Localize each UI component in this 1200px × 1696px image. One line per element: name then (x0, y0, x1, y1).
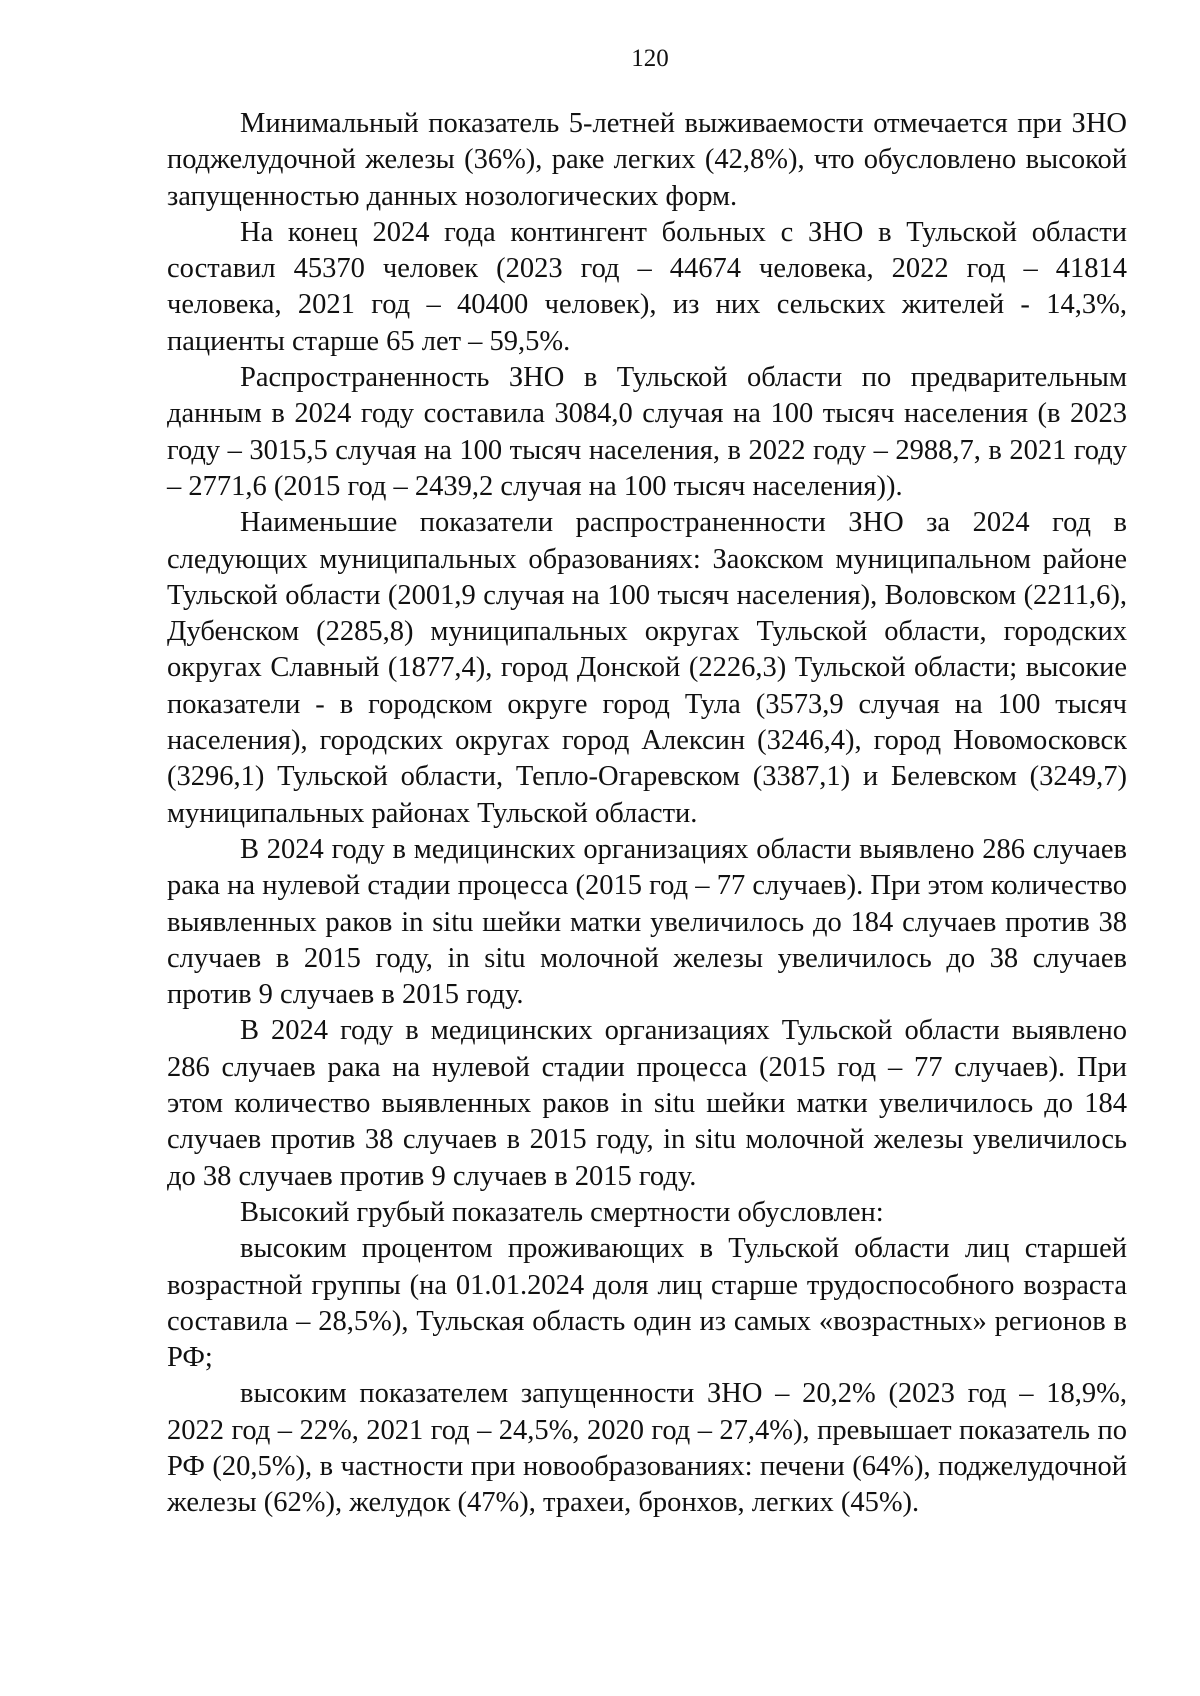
document-body (167, 106, 1127, 1522)
paragraph-elderly-population: высоким процентом проживающих в Тульской области лиц старшей возрастной группы (на 01.01.2024 доля лиц старше трудоспособного возраста составила – 28,5%), Тульская область один из самых «возрастных» регионов в РФ; (167, 1233, 1127, 1374)
paragraph-survival: Минимальный показатель 5-летней выживаемости отмечается при ЗНО поджелудочной железы (36%), раке легких (42,8%), что обусловлено высокой запущенностью данных нозологических форм. (167, 108, 1127, 212)
paragraph-in-situ-detection-repeat: В 2024 году в медицинских организациях Тульской области выявлено 286 случаев рака на нулевой стадии процесса (2015 год – 77 случаев). При этом количество выявленных раков in situ шейки матки увеличилось до 184 случаев против 38 случаев в 2015 году, in situ молочной железы увеличилось до 38 случаев против 9 случаев в 2015 году. (167, 1015, 1127, 1192)
paragraph-prevalence: Распространенность ЗНО в Тульской области по предварительным данным в 2024 году составила 3084,0 случая на 100 тысяч населения (в 2023 году – 3015,5 случая на 100 тысяч населения, в 2022 году – 2988,7, в 2021 году – 2771,6 (2015 год – 2439,2 случая на 100 тысяч населения)). (167, 362, 1127, 502)
paragraph-prevalence-by-municipality: Наименьшие показатели распространенности ЗНО за 2024 год в следующих муниципальных образованиях: Заокском муниципальном районе Тульской области (2001,9 случая на 100 тысяч населения), Воловском (2211,6), Дубенском (2285,8) муниципальных округах Тульской области, городских округах Славный (1877,4), город Донской (2226,3) Тульской области; высокие показатели - в городском округе город Тула (3573,9 случая на 100 тысяч населения), городских округах город Алексин (3246,4), город Новомосковск (3296,1) Тульской области, Тепло-Огаревском (3387,1) и Белевском (3249,7) муниципальных районах Тульской области. (167, 507, 1127, 829)
paragraph-in-situ-detection: В 2024 году в медицинских организациях области выявлено 286 случаев рака на нулевой стадии процесса (2015 год – 77 случаев). При этом количество выявленных раков in situ шейки матки увеличилось до 184 случаев против 38 случаев в 2015 году, in situ молочной железы увеличилось до 38 случаев против 9 случаев в 2015 году. (167, 833, 1127, 1011)
paragraph-mortality-causes-heading: Высокий грубый показатель смертности обусловлен: (240, 1196, 884, 1228)
paragraph-patient-contingent: На конец 2024 года контингент больных с ЗНО в Тульской области составил 45370 человек (2023 год – 44674 человека, 2022 год – 41814 человека, 2021 год – 40400 человек), из них сельских жителей - 14,3%, пациенты старше 65 лет – 59,5%. (167, 216, 1127, 357)
paragraph-late-stage-detection: высоким показателем запущенности ЗНО – 20,2% (2023 год – 18,9%, 2022 год – 22%, 2021 год – 24,5%, 2020 год – 27,4%), превышает показатель по РФ (20,5%), в частности при новообразованиях: печени (64%), поджелудочной железы (62%), желудок (47%), трахеи, бронхов, легких (45%). (167, 1378, 1127, 1519)
page-number: 120 (631, 45, 669, 72)
